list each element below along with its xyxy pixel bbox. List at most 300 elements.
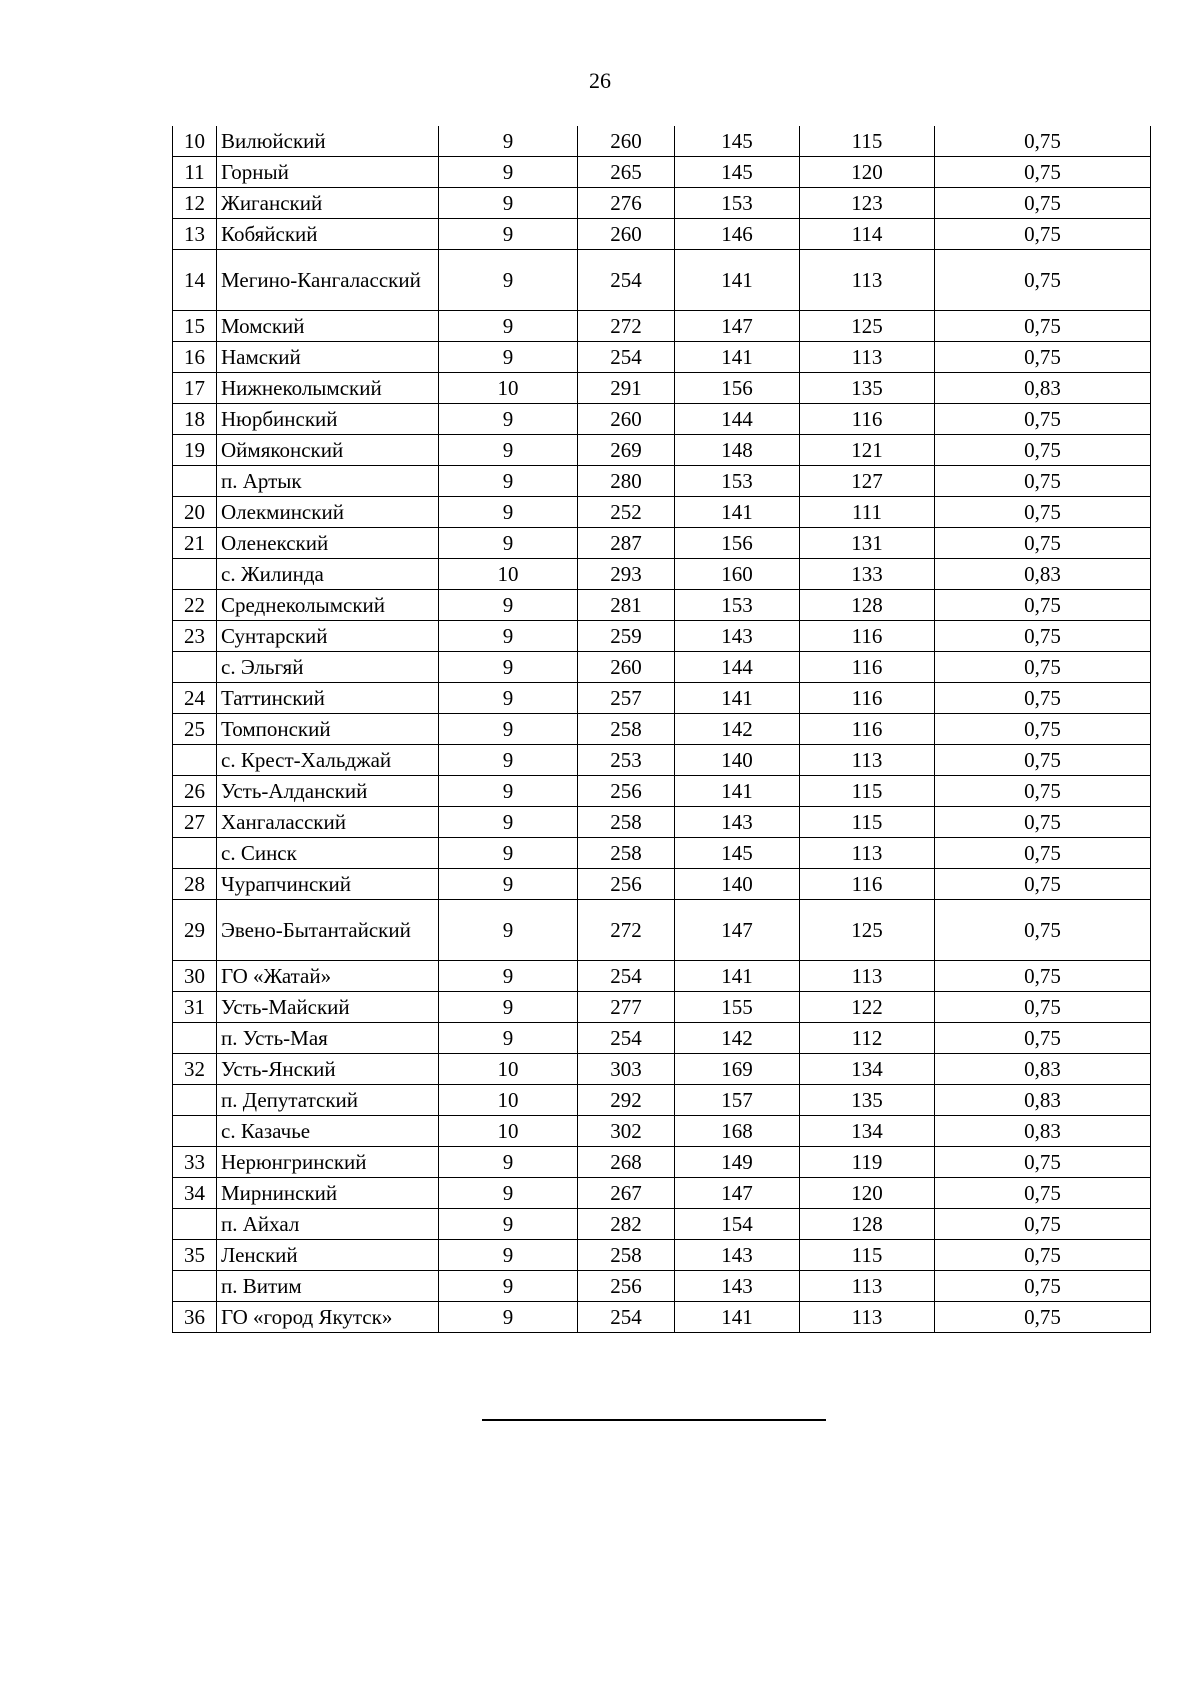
value-cell-2: 265 [578, 157, 675, 188]
row-number-cell: 11 [173, 157, 217, 188]
value-cell-5: 0,75 [935, 590, 1151, 621]
district-name-cell: п. Артык [217, 466, 439, 497]
district-name-cell: Нюрбинский [217, 404, 439, 435]
value-cell-5: 0,75 [935, 1023, 1151, 1054]
value-cell-4: 112 [800, 1023, 935, 1054]
district-name-cell: п. Депутатский [217, 1085, 439, 1116]
district-name-cell: Мирнинский [217, 1178, 439, 1209]
value-cell-4: 127 [800, 466, 935, 497]
row-number-cell: 24 [173, 683, 217, 714]
district-name-cell: Усть-Алданский [217, 776, 439, 807]
table-row [173, 1023, 1151, 1054]
value-cell-3: 143 [675, 1271, 800, 1302]
table-row [173, 900, 1151, 961]
value-cell-1: 9 [439, 900, 578, 961]
value-cell-5: 0,75 [935, 869, 1151, 900]
district-name-cell: Мегино-Кангаласский [217, 250, 439, 311]
value-cell-2: 260 [578, 652, 675, 683]
value-cell-3: 169 [675, 1054, 800, 1085]
value-cell-5: 0,75 [935, 528, 1151, 559]
value-cell-5: 0,75 [935, 652, 1151, 683]
district-name-cell: Оленекский [217, 528, 439, 559]
value-cell-3: 141 [675, 776, 800, 807]
value-cell-4: 121 [800, 435, 935, 466]
row-number-cell [173, 838, 217, 869]
value-cell-2: 254 [578, 1023, 675, 1054]
value-cell-1: 9 [439, 776, 578, 807]
value-cell-2: 293 [578, 559, 675, 590]
table-row [173, 714, 1151, 745]
value-cell-1: 9 [439, 1240, 578, 1271]
district-name-cell: п. Айхал [217, 1209, 439, 1240]
district-name-cell: с. Эльгяй [217, 652, 439, 683]
value-cell-3: 148 [675, 435, 800, 466]
value-cell-4: 114 [800, 219, 935, 250]
value-cell-4: 113 [800, 250, 935, 311]
value-cell-4: 116 [800, 652, 935, 683]
row-number-cell: 29 [173, 900, 217, 961]
table-row [173, 1209, 1151, 1240]
district-name-cell: Томпонский [217, 714, 439, 745]
value-cell-2: 252 [578, 497, 675, 528]
value-cell-2: 256 [578, 1271, 675, 1302]
table-body [173, 126, 1151, 1333]
value-cell-2: 256 [578, 776, 675, 807]
value-cell-1: 9 [439, 435, 578, 466]
row-number-cell [173, 745, 217, 776]
row-number-cell: 34 [173, 1178, 217, 1209]
value-cell-3: 144 [675, 652, 800, 683]
value-cell-1: 9 [439, 1178, 578, 1209]
value-cell-4: 115 [800, 1240, 935, 1271]
value-cell-2: 287 [578, 528, 675, 559]
row-number-cell [173, 652, 217, 683]
table-row [173, 590, 1151, 621]
value-cell-4: 134 [800, 1054, 935, 1085]
value-cell-1: 10 [439, 1116, 578, 1147]
value-cell-3: 145 [675, 157, 800, 188]
value-cell-3: 141 [675, 961, 800, 992]
district-name-cell: Эвено-Бытантайский [217, 900, 439, 961]
value-cell-2: 258 [578, 1240, 675, 1271]
table-row [173, 157, 1151, 188]
value-cell-5: 0,75 [935, 1240, 1151, 1271]
value-cell-5: 0,83 [935, 559, 1151, 590]
value-cell-5: 0,75 [935, 621, 1151, 652]
data-table [172, 126, 1151, 1333]
value-cell-1: 9 [439, 404, 578, 435]
row-number-cell [173, 1271, 217, 1302]
value-cell-4: 116 [800, 714, 935, 745]
value-cell-1: 9 [439, 311, 578, 342]
value-cell-1: 9 [439, 683, 578, 714]
row-number-cell [173, 1116, 217, 1147]
value-cell-3: 141 [675, 1302, 800, 1333]
table-row [173, 311, 1151, 342]
value-cell-2: 276 [578, 188, 675, 219]
district-name-cell: Хангаласский [217, 807, 439, 838]
value-cell-4: 125 [800, 311, 935, 342]
row-number-cell: 13 [173, 219, 217, 250]
row-number-cell: 18 [173, 404, 217, 435]
value-cell-2: 258 [578, 714, 675, 745]
value-cell-3: 157 [675, 1085, 800, 1116]
row-number-cell: 21 [173, 528, 217, 559]
value-cell-5: 0,75 [935, 683, 1151, 714]
value-cell-4: 135 [800, 1085, 935, 1116]
row-number-cell [173, 466, 217, 497]
value-cell-2: 302 [578, 1116, 675, 1147]
table-row [173, 1116, 1151, 1147]
value-cell-3: 147 [675, 1178, 800, 1209]
table-row [173, 838, 1151, 869]
row-number-cell [173, 559, 217, 590]
value-cell-5: 0,75 [935, 342, 1151, 373]
value-cell-2: 292 [578, 1085, 675, 1116]
value-cell-1: 10 [439, 1085, 578, 1116]
value-cell-5: 0,75 [935, 900, 1151, 961]
table-row [173, 1240, 1151, 1271]
value-cell-2: 258 [578, 807, 675, 838]
value-cell-2: 280 [578, 466, 675, 497]
table-row [173, 807, 1151, 838]
row-number-cell: 23 [173, 621, 217, 652]
value-cell-4: 113 [800, 745, 935, 776]
value-cell-1: 9 [439, 652, 578, 683]
district-name-cell: Горный [217, 157, 439, 188]
district-name-cell: Оймяконский [217, 435, 439, 466]
value-cell-1: 9 [439, 497, 578, 528]
value-cell-2: 272 [578, 311, 675, 342]
value-cell-3: 153 [675, 590, 800, 621]
value-cell-1: 9 [439, 590, 578, 621]
value-cell-5: 0,75 [935, 1271, 1151, 1302]
table-row [173, 1271, 1151, 1302]
table-row [173, 559, 1151, 590]
footer-rule [482, 1419, 826, 1421]
district-name-cell: ГО «Жатай» [217, 961, 439, 992]
table-row [173, 621, 1151, 652]
table-row [173, 1085, 1151, 1116]
value-cell-1: 9 [439, 961, 578, 992]
value-cell-5: 0,75 [935, 188, 1151, 219]
value-cell-3: 140 [675, 869, 800, 900]
district-name-cell: Таттинский [217, 683, 439, 714]
row-number-cell: 17 [173, 373, 217, 404]
value-cell-1: 10 [439, 1054, 578, 1085]
value-cell-2: 269 [578, 435, 675, 466]
value-cell-1: 9 [439, 869, 578, 900]
value-cell-2: 259 [578, 621, 675, 652]
value-cell-2: 257 [578, 683, 675, 714]
value-cell-2: 282 [578, 1209, 675, 1240]
district-name-cell: Ленский [217, 1240, 439, 1271]
value-cell-5: 0,75 [935, 466, 1151, 497]
value-cell-4: 113 [800, 838, 935, 869]
value-cell-3: 141 [675, 342, 800, 373]
value-cell-4: 120 [800, 1178, 935, 1209]
table-row [173, 466, 1151, 497]
district-name-cell: п. Витим [217, 1271, 439, 1302]
value-cell-4: 113 [800, 342, 935, 373]
value-cell-2: 277 [578, 992, 675, 1023]
value-cell-1: 9 [439, 219, 578, 250]
row-number-cell: 28 [173, 869, 217, 900]
row-number-cell [173, 1209, 217, 1240]
value-cell-3: 153 [675, 188, 800, 219]
value-cell-1: 9 [439, 1271, 578, 1302]
row-number-cell: 32 [173, 1054, 217, 1085]
value-cell-4: 116 [800, 683, 935, 714]
value-cell-4: 135 [800, 373, 935, 404]
value-cell-5: 0,75 [935, 1147, 1151, 1178]
value-cell-1: 9 [439, 126, 578, 157]
value-cell-4: 111 [800, 497, 935, 528]
district-name-cell: Момский [217, 311, 439, 342]
row-number-cell: 31 [173, 992, 217, 1023]
table-row [173, 1147, 1151, 1178]
value-cell-5: 0,75 [935, 714, 1151, 745]
district-name-cell: ГО «город Якутск» [217, 1302, 439, 1333]
row-number-cell: 12 [173, 188, 217, 219]
district-name-cell: Усть-Янский [217, 1054, 439, 1085]
value-cell-4: 115 [800, 776, 935, 807]
value-cell-3: 155 [675, 992, 800, 1023]
value-cell-5: 0,75 [935, 497, 1151, 528]
value-cell-5: 0,83 [935, 1116, 1151, 1147]
table-row [173, 683, 1151, 714]
table-row [173, 188, 1151, 219]
district-name-cell: п. Усть-Мая [217, 1023, 439, 1054]
value-cell-4: 122 [800, 992, 935, 1023]
value-cell-4: 128 [800, 1209, 935, 1240]
value-cell-2: 260 [578, 126, 675, 157]
value-cell-1: 9 [439, 1209, 578, 1240]
value-cell-5: 0,75 [935, 1302, 1151, 1333]
district-name-cell: Среднеколымский [217, 590, 439, 621]
value-cell-3: 168 [675, 1116, 800, 1147]
table-row [173, 776, 1151, 807]
value-cell-4: 115 [800, 126, 935, 157]
value-cell-1: 9 [439, 621, 578, 652]
value-cell-4: 128 [800, 590, 935, 621]
value-cell-5: 0,75 [935, 1178, 1151, 1209]
table-row [173, 250, 1151, 311]
table-row [173, 1302, 1151, 1333]
value-cell-2: 256 [578, 869, 675, 900]
value-cell-4: 115 [800, 807, 935, 838]
value-cell-1: 9 [439, 1147, 578, 1178]
table-row [173, 497, 1151, 528]
table-row [173, 435, 1151, 466]
value-cell-5: 0,75 [935, 250, 1151, 311]
value-cell-4: 113 [800, 961, 935, 992]
value-cell-1: 9 [439, 1302, 578, 1333]
value-cell-2: 268 [578, 1147, 675, 1178]
value-cell-3: 149 [675, 1147, 800, 1178]
value-cell-2: 291 [578, 373, 675, 404]
value-cell-1: 10 [439, 559, 578, 590]
district-name-cell: Олекминский [217, 497, 439, 528]
value-cell-1: 9 [439, 714, 578, 745]
value-cell-1: 9 [439, 745, 578, 776]
value-cell-2: 258 [578, 838, 675, 869]
value-cell-3: 141 [675, 250, 800, 311]
row-number-cell: 20 [173, 497, 217, 528]
value-cell-3: 142 [675, 714, 800, 745]
district-name-cell: с. Синск [217, 838, 439, 869]
table-row [173, 992, 1151, 1023]
table-row [173, 961, 1151, 992]
value-cell-1: 9 [439, 838, 578, 869]
row-number-cell: 25 [173, 714, 217, 745]
value-cell-5: 0,83 [935, 1085, 1151, 1116]
value-cell-4: 116 [800, 404, 935, 435]
row-number-cell: 26 [173, 776, 217, 807]
row-number-cell [173, 1023, 217, 1054]
value-cell-4: 133 [800, 559, 935, 590]
district-name-cell: Сунтарский [217, 621, 439, 652]
value-cell-5: 0,75 [935, 838, 1151, 869]
value-cell-3: 146 [675, 219, 800, 250]
value-cell-3: 142 [675, 1023, 800, 1054]
district-name-cell: с. Крест-Хальджай [217, 745, 439, 776]
table-row [173, 373, 1151, 404]
value-cell-2: 272 [578, 900, 675, 961]
row-number-cell: 36 [173, 1302, 217, 1333]
row-number-cell: 14 [173, 250, 217, 311]
value-cell-3: 140 [675, 745, 800, 776]
value-cell-4: 134 [800, 1116, 935, 1147]
value-cell-3: 143 [675, 1240, 800, 1271]
row-number-cell: 15 [173, 311, 217, 342]
value-cell-4: 113 [800, 1271, 935, 1302]
value-cell-3: 154 [675, 1209, 800, 1240]
row-number-cell: 33 [173, 1147, 217, 1178]
value-cell-3: 141 [675, 497, 800, 528]
value-cell-1: 9 [439, 528, 578, 559]
value-cell-1: 9 [439, 807, 578, 838]
district-name-cell: Вилюйский [217, 126, 439, 157]
district-name-cell: Намский [217, 342, 439, 373]
value-cell-3: 144 [675, 404, 800, 435]
row-number-cell: 22 [173, 590, 217, 621]
value-cell-5: 0,83 [935, 373, 1151, 404]
value-cell-2: 281 [578, 590, 675, 621]
value-cell-5: 0,75 [935, 435, 1151, 466]
table-row [173, 528, 1151, 559]
table-row [173, 1178, 1151, 1209]
row-number-cell [173, 1085, 217, 1116]
table-row [173, 126, 1151, 157]
table-row [173, 869, 1151, 900]
value-cell-3: 156 [675, 373, 800, 404]
table-row [173, 219, 1151, 250]
table-row [173, 1054, 1151, 1085]
district-name-cell: Чурапчинский [217, 869, 439, 900]
value-cell-3: 147 [675, 900, 800, 961]
value-cell-3: 145 [675, 126, 800, 157]
value-cell-5: 0,75 [935, 404, 1151, 435]
table-row [173, 652, 1151, 683]
table-row [173, 404, 1151, 435]
value-cell-3: 147 [675, 311, 800, 342]
page-number: 26 [589, 68, 611, 93]
value-cell-1: 9 [439, 157, 578, 188]
district-name-cell: Нерюнгринский [217, 1147, 439, 1178]
value-cell-2: 254 [578, 250, 675, 311]
value-cell-3: 141 [675, 683, 800, 714]
row-number-cell: 35 [173, 1240, 217, 1271]
district-name-cell: Жиганский [217, 188, 439, 219]
value-cell-1: 9 [439, 188, 578, 219]
value-cell-5: 0,75 [935, 126, 1151, 157]
row-number-cell: 10 [173, 126, 217, 157]
value-cell-1: 9 [439, 992, 578, 1023]
value-cell-2: 260 [578, 404, 675, 435]
row-number-cell: 19 [173, 435, 217, 466]
table-row [173, 745, 1151, 776]
value-cell-3: 145 [675, 838, 800, 869]
value-cell-5: 0,75 [935, 157, 1151, 188]
value-cell-5: 0,75 [935, 992, 1151, 1023]
value-cell-2: 267 [578, 1178, 675, 1209]
value-cell-2: 253 [578, 745, 675, 776]
value-cell-4: 116 [800, 869, 935, 900]
value-cell-2: 260 [578, 219, 675, 250]
value-cell-5: 0,75 [935, 961, 1151, 992]
row-number-cell: 27 [173, 807, 217, 838]
value-cell-3: 156 [675, 528, 800, 559]
value-cell-1: 9 [439, 466, 578, 497]
value-cell-1: 9 [439, 342, 578, 373]
value-cell-1: 9 [439, 1023, 578, 1054]
value-cell-2: 303 [578, 1054, 675, 1085]
value-cell-5: 0,75 [935, 745, 1151, 776]
value-cell-5: 0,75 [935, 776, 1151, 807]
row-number-cell: 30 [173, 961, 217, 992]
district-name-cell: Кобяйский [217, 219, 439, 250]
district-name-cell: с. Жилинда [217, 559, 439, 590]
value-cell-4: 125 [800, 900, 935, 961]
value-cell-5: 0,75 [935, 1209, 1151, 1240]
value-cell-3: 143 [675, 807, 800, 838]
table-row [173, 342, 1151, 373]
value-cell-5: 0,75 [935, 807, 1151, 838]
value-cell-3: 143 [675, 621, 800, 652]
district-name-cell: Усть-Майский [217, 992, 439, 1023]
value-cell-4: 113 [800, 1302, 935, 1333]
value-cell-2: 254 [578, 1302, 675, 1333]
value-cell-3: 153 [675, 466, 800, 497]
value-cell-4: 120 [800, 157, 935, 188]
value-cell-5: 0,83 [935, 1054, 1151, 1085]
value-cell-4: 119 [800, 1147, 935, 1178]
value-cell-5: 0,75 [935, 219, 1151, 250]
value-cell-4: 131 [800, 528, 935, 559]
value-cell-5: 0,75 [935, 311, 1151, 342]
district-name-cell: Нижнеколымский [217, 373, 439, 404]
value-cell-1: 9 [439, 250, 578, 311]
value-cell-4: 123 [800, 188, 935, 219]
row-number-cell: 16 [173, 342, 217, 373]
district-name-cell: с. Казачье [217, 1116, 439, 1147]
value-cell-1: 10 [439, 373, 578, 404]
value-cell-3: 160 [675, 559, 800, 590]
value-cell-2: 254 [578, 961, 675, 992]
value-cell-2: 254 [578, 342, 675, 373]
value-cell-4: 116 [800, 621, 935, 652]
